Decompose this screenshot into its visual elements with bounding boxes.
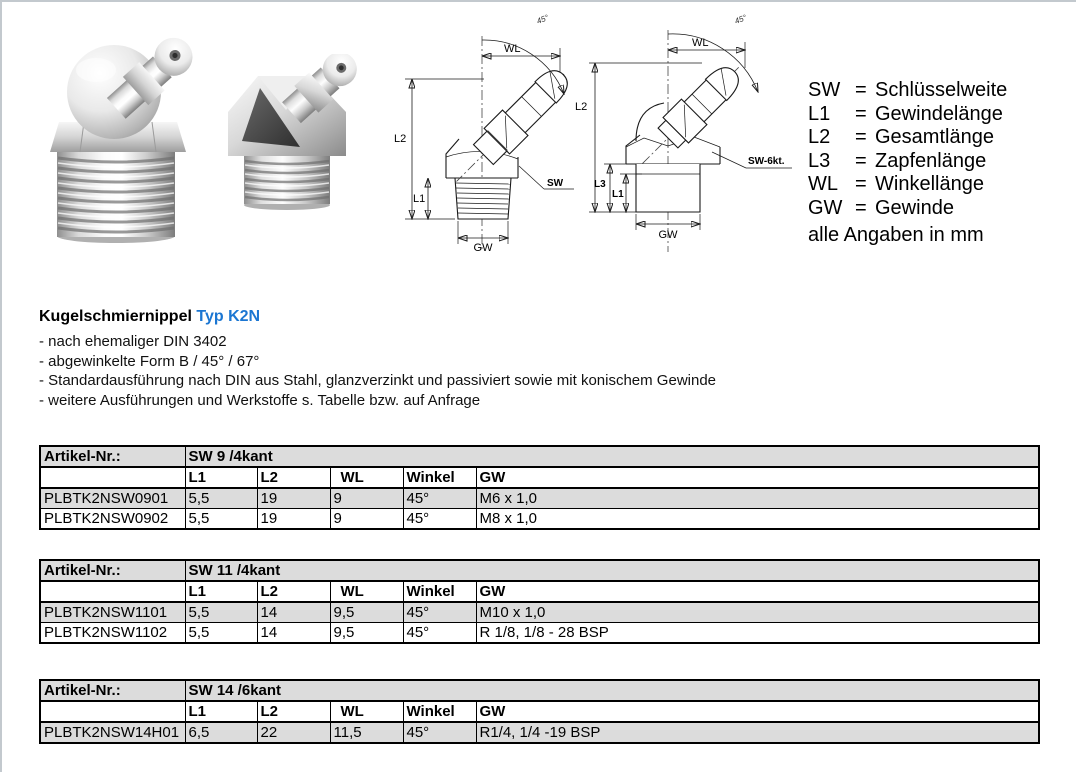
l1-label: L1 [612, 189, 624, 200]
legend-row [808, 173, 1007, 197]
legend-desc: Schlüsselweite [875, 79, 1008, 101]
val-winkel: 45° [403, 623, 476, 644]
val-l2: 14 [257, 623, 330, 644]
table-row [40, 602, 1039, 623]
col-wl: WL [330, 581, 403, 602]
l2-label: L2 [394, 133, 407, 145]
gw-label: GW [658, 229, 678, 241]
legend-abbr: WL [808, 173, 838, 195]
val-l1: 5,5 [185, 509, 257, 530]
legend-abbr: L1 [808, 102, 831, 125]
spec-table-sw9 [39, 445, 1040, 530]
legend-desc: Winkellänge [875, 173, 984, 195]
val-l2: 19 [257, 488, 330, 509]
legend-row [808, 126, 1007, 150]
wl-label: WL [692, 37, 709, 49]
col-l2: L2 [257, 701, 330, 722]
val-wl: 9 [330, 509, 403, 530]
gw-label: GW [473, 242, 493, 254]
col-l1: L1 [185, 467, 257, 488]
legend-abbr: SW [808, 79, 841, 101]
val-winkel: 45° [403, 488, 476, 509]
legend-equals: = [855, 173, 867, 195]
legend-abbr: L2 [808, 126, 831, 148]
body-left-edge [446, 139, 459, 178]
pin-groove [642, 174, 694, 211]
col-l1: L1 [185, 581, 257, 602]
page-title [39, 308, 260, 326]
table-header-row [40, 560, 1039, 581]
legend-desc: Gesamtlänge [875, 126, 994, 148]
wl-label: WL [504, 43, 521, 55]
l1-label: L1 [413, 193, 426, 205]
spec-table-sw11 [39, 559, 1040, 644]
description-line: - nach ehemaliger DIN 3402 [39, 333, 227, 350]
val-l2: 14 [257, 602, 330, 623]
artikel-nr-header: Artikel-Nr.: [40, 560, 185, 581]
col-gw: GW [476, 581, 1039, 602]
table-row [40, 488, 1039, 509]
col-gw: GW [476, 467, 1039, 488]
val-wl: 11,5 [330, 722, 403, 743]
val-wl: 9,5 [330, 623, 403, 644]
val-gw: M8 x 1,0 [476, 509, 1039, 530]
val-l2: 22 [257, 722, 330, 743]
col-l2: L2 [257, 581, 330, 602]
description-line: - weitere Ausführungen und Werkstoffe s. Tabelle bzw. auf Anfrage [39, 391, 481, 409]
empty-cell [40, 701, 185, 722]
val-l1: 5,5 [185, 488, 257, 509]
legend-desc: Gewinde [875, 196, 954, 219]
val-winkel: 45° [403, 602, 476, 623]
product-photo-left [42, 30, 194, 250]
group-header: SW 11 /4kant [185, 560, 1039, 581]
table-row [40, 623, 1039, 644]
col-gw: GW [476, 701, 1039, 722]
artikel-nr: PLBTK2NSW1101 [40, 602, 185, 623]
legend-equals: = [855, 149, 867, 172]
col-winkel: Winkel [403, 581, 476, 602]
technical-drawing-pin-type [560, 6, 805, 258]
val-winkel: 45° [403, 509, 476, 530]
legend-equals: = [855, 196, 867, 219]
legend-abbr: L3 [808, 149, 831, 172]
legend-row [808, 150, 1007, 174]
artikel-nr: PLBTK2NSW0901 [40, 488, 185, 509]
legend-row [808, 79, 1007, 103]
column-header-row [40, 467, 1039, 488]
artikel-nr: PLBTK2NSW1102 [40, 623, 185, 644]
col-wl: WL [330, 701, 403, 722]
table-header-row [40, 680, 1039, 701]
empty-cell [40, 581, 185, 602]
legend-row [808, 103, 1007, 127]
description-line: - Standardausführung nach DIN aus Stahl, glanzverzinkt und passiviert sowie mit konischem Gewinde [39, 372, 717, 389]
legend-equals: = [855, 79, 867, 101]
table-row [40, 722, 1039, 743]
dimension-legend [808, 79, 1007, 248]
legend-equals: = [855, 102, 867, 125]
legend-equals: = [855, 126, 867, 148]
spec-table-sw14 [39, 679, 1040, 744]
hex-left-edge [626, 135, 640, 164]
sw-leader [519, 166, 544, 189]
artikel-nr: PLBTK2NSW14H01 [40, 722, 185, 743]
legend-row [808, 197, 1007, 221]
empty-cell [40, 467, 185, 488]
artikel-nr: PLBTK2NSW0902 [40, 509, 185, 530]
val-gw: M10 x 1,0 [476, 602, 1039, 623]
val-winkel: 45° [403, 722, 476, 743]
val-l1: 5,5 [185, 602, 257, 623]
col-winkel: Winkel [403, 701, 476, 722]
val-wl: 9,5 [330, 602, 403, 623]
angle-label: 45° [535, 12, 550, 26]
legend-note: alle Angaben in mm [808, 224, 984, 246]
legend-abbr: GW [808, 196, 843, 219]
val-l1: 5,5 [185, 623, 257, 644]
l3-label: L3 [594, 179, 606, 190]
table-header-row [40, 446, 1039, 467]
group-header: SW 14 /6kant [185, 680, 1039, 701]
col-winkel: Winkel [403, 467, 476, 488]
group-header: SW 9 /4kant [185, 446, 1039, 467]
description-line: - abgewinkelte Form B / 45° / 67° [39, 352, 260, 370]
table-row [40, 509, 1039, 530]
sw-leader [712, 152, 746, 168]
angled-arm [630, 55, 752, 177]
legend-desc: Zapfenlänge [875, 149, 987, 172]
product-photo-right [220, 54, 360, 214]
product-type: Typ K2N [196, 308, 261, 325]
product-name: Kugelschmiernippel [39, 308, 192, 325]
val-gw: R1/4, 1/4 -19 BSP [476, 722, 1039, 743]
column-header-row [40, 581, 1039, 602]
product-description [39, 332, 716, 410]
artikel-nr-header: Artikel-Nr.: [40, 446, 185, 467]
l2-label: L2 [575, 101, 588, 113]
val-gw: M6 x 1,0 [476, 488, 1039, 509]
val-l2: 19 [257, 509, 330, 530]
val-gw: R 1/8, 1/8 - 28 BSP [476, 623, 1039, 644]
col-l2: L2 [257, 467, 330, 488]
col-l1: L1 [185, 701, 257, 722]
angle-label: 45° [733, 12, 748, 26]
sw-label: SW-6kt. [748, 156, 785, 167]
legend-desc: Gewindelänge [875, 102, 1003, 125]
angled-arm [444, 61, 577, 194]
val-wl: 9 [330, 488, 403, 509]
val-l1: 6,5 [185, 722, 257, 743]
artikel-nr-header: Artikel-Nr.: [40, 680, 185, 701]
dome-highlight [76, 58, 116, 82]
col-wl: WL [330, 467, 403, 488]
column-header-row [40, 701, 1039, 722]
sw-label: SW [547, 178, 564, 189]
